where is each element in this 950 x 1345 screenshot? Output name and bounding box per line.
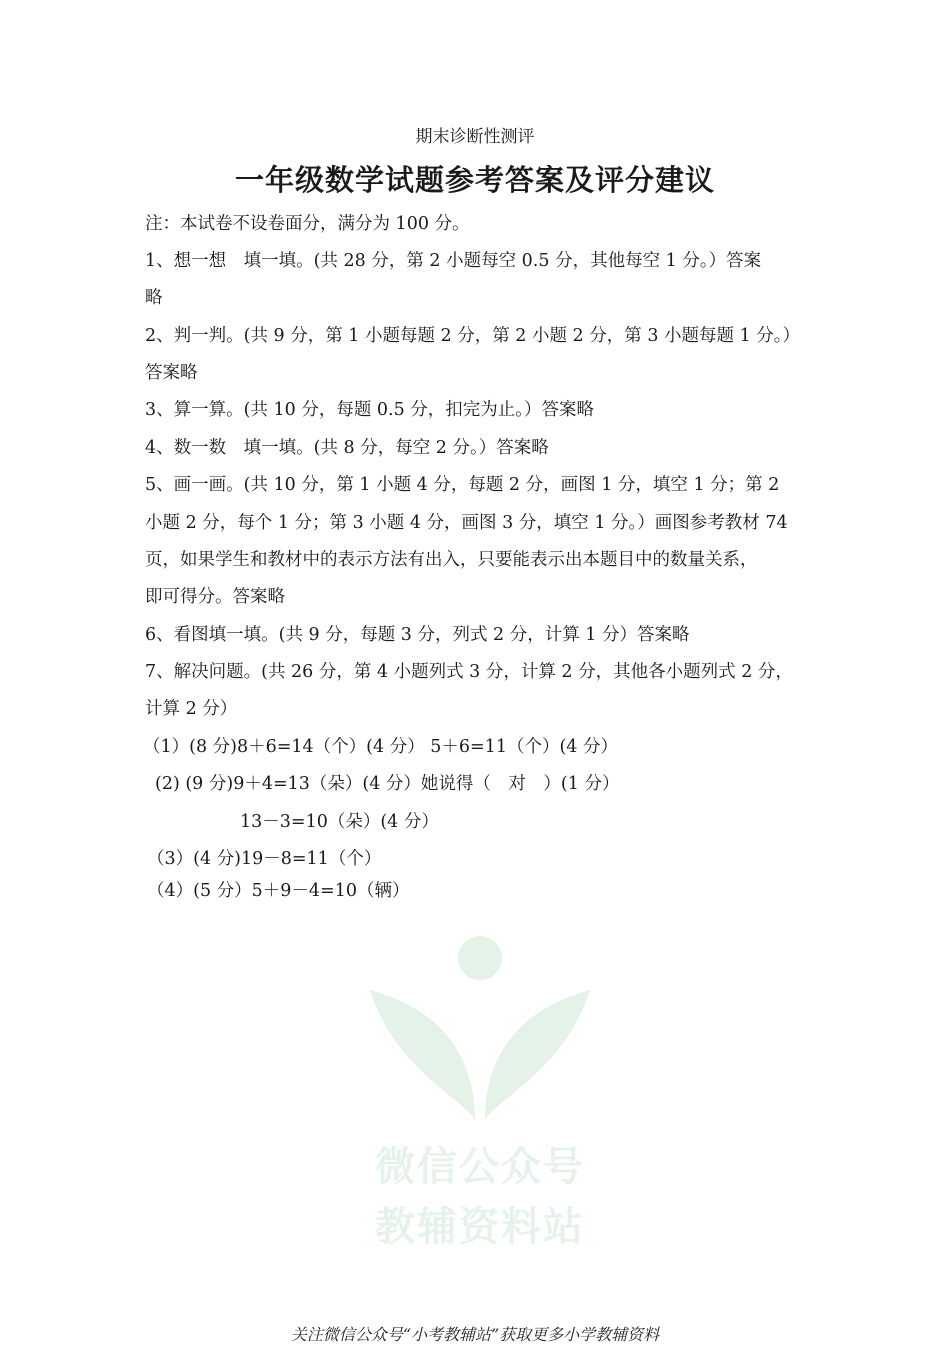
item-1-line-2: 略 (145, 288, 163, 308)
leaf-logo-icon (355, 930, 605, 1130)
item-4-line: 4、数一数 填一填。(共 8 分，每空 2 分。）答案略 (145, 438, 549, 458)
item-3-line: 3、算一算。(共 10 分，每题 0.5 分，扣完为止。）答案略 (145, 400, 595, 420)
document-subtitle: 期末诊断性测评 (415, 127, 535, 147)
item-5-line-2: 小题 2 分，每个 1 分；第 3 小题 4 分，画图 3 分，填空 1 分。）画图参考教材 74 (145, 513, 788, 533)
watermark (355, 930, 605, 1250)
item-1-line-1: 1、想一想 填一填。(共 28 分，第 2 小题每空 0.5 分，其他每空 1 分。）答案 (145, 251, 762, 271)
item-5-line-1: 5、画一画。(共 10 分，第 1 小题 4 分，每题 2 分，画图 1 分，填空 1 分；第 2 (145, 475, 780, 495)
watermark-line-2: 教辅资料站 (375, 1204, 585, 1250)
item-2-line-1: 2、判一判。(共 9 分，第 1 小题每题 2 分，第 2 小题 2 分，第 3 小题每题 1 分。） (145, 326, 801, 346)
note-line: 注：本试卷不设卷面分，满分为 100 分。 (145, 214, 470, 234)
answer-4: （4）(5 分）5＋9－4=10（辆） (147, 881, 410, 901)
watermark-line-1: 微信公众号 (375, 1144, 585, 1190)
item-2-line-2: 答案略 (145, 363, 198, 383)
item-7-line-2: 计算 2 分） (145, 699, 238, 719)
answer-2-continued: 13－3=10（朵）(4 分） (240, 812, 439, 832)
answer-2: (2) (9 分)9＋4=13（朵）(4 分）她说得（ 对 ）(1 分） (155, 774, 620, 794)
footer-note: 关注微信公众号“小考教辅站”获取更多小学教辅资料 (290, 1325, 660, 1344)
item-5-line-3: 页，如果学生和教材中的表示方法有出入，只要能表示出本题目中的数量关系， (145, 550, 758, 570)
item-5-line-4: 即可得分。答案略 (145, 587, 285, 607)
item-7-line-1: 7、解决问题。(共 26 分，第 4 小题列式 3 分，计算 2 分，其他各小题列式 2 分， (145, 662, 793, 682)
answer-3: （3）(4 分)19－8=11（个） (147, 849, 382, 869)
document-title: 一年级数学试题参考答案及评分建议 (234, 163, 715, 197)
answer-1: （1）(8 分)8＋6=14（个）(4 分） 5＋6=11（个）(4 分） (143, 737, 618, 757)
item-6-line: 6、看图填一填。(共 9 分，每题 3 分，列式 2 分，计算 1 分）答案略 (145, 625, 690, 645)
